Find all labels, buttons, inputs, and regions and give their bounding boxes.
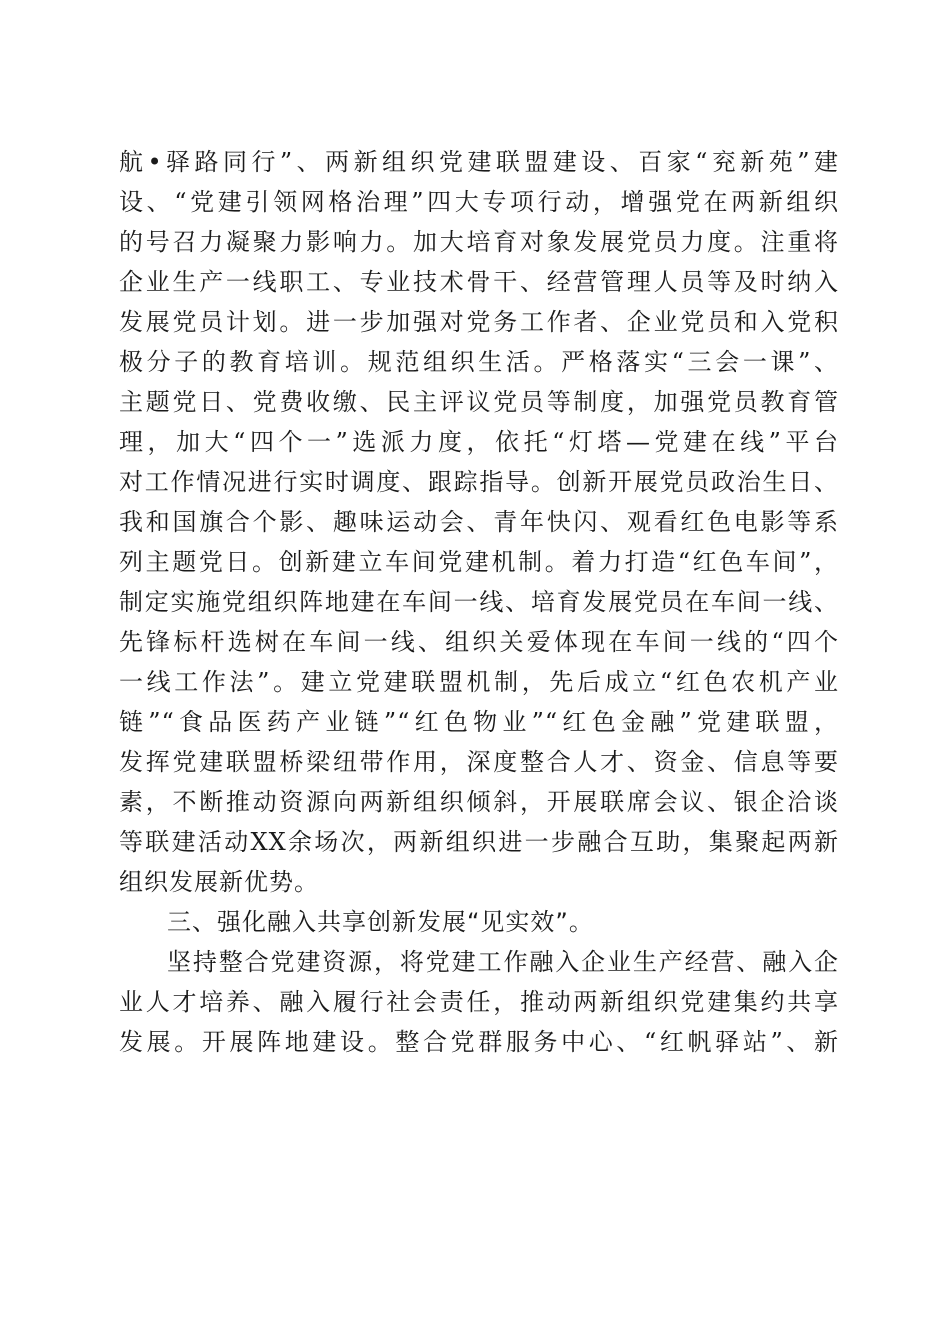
text-line: 坚持整合党建资源，将党建工作融入企业生产经营、融入企 [167,948,839,976]
text-line: 的号召力凝聚力影响力。加大培育对象发展党员力度。注重将 [119,228,839,256]
paragraph-1 [119,142,839,902]
text-line: 业人才培养、融入履行社会责任，推动两新组织党建集约共享 [119,988,839,1016]
text-line: 发展党员计划。进一步加强对党务工作者、企业党员和入党积 [119,308,839,336]
text-line: 航•驿路同行”、两新组织党建联盟建设、百家“兖新苑”建 [119,148,839,176]
text-line: 发挥党建联盟桥梁纽带作用，深度整合人才、资金、信息等要 [119,748,839,776]
text-line: 列主题党日。创新建立车间党建机制。着力打造“红色车间”， [119,548,839,576]
text-line: 组织发展新优势。 [119,868,319,896]
section-heading: 三、强化融入共享创新发展“见实效”。 [167,908,594,936]
paragraph-2 [119,942,839,1062]
text-line: 企业生产一线职工、专业技术骨干、经营管理人员等及时纳入 [119,268,839,296]
text-line: 极分子的教育培训。规范组织生活。严格落实“三会一课”、 [119,348,839,376]
document-body [119,142,839,1062]
text-line: 等联建活动XX余场次，两新组织进一步融合互助，集聚起两新 [119,828,839,856]
text-line: 制定实施党组织阵地建在车间一线、培育发展党员在车间一线、 [119,588,839,616]
text-line: 素，不断推动资源向两新组织倾斜，开展联席会议、银企洽谈 [119,788,839,816]
text-line: 对工作情况进行实时调度、跟踪指导。创新开展党员政治生日、 [119,468,839,496]
text-line: 设、“党建引领网格治理”四大专项行动，增强党在两新组织 [119,188,839,216]
text-line: 发展。开展阵地建设。整合党群服务中心、“红帆驿站”、新 [119,1028,839,1056]
text-line: 先锋标杆选树在车间一线、组织关爱体现在车间一线的“四个 [119,628,839,656]
text-line: 我和国旗合个影、趣味运动会、青年快闪、观看红色电影等系 [119,508,839,536]
text-line: 理，加大“四个一”选派力度，依托“灯塔—党建在线”平台 [119,428,839,456]
text-line: 链”“食品医药产业链”“红色物业”“红色金融”党建联盟， [119,708,839,736]
text-line: 一线工作法”。建立党建联盟机制，先后成立“红色农机产业 [119,668,839,696]
text-line: 主题党日、党费收缴、民主评议党员等制度，加强党员教育管 [119,388,839,416]
